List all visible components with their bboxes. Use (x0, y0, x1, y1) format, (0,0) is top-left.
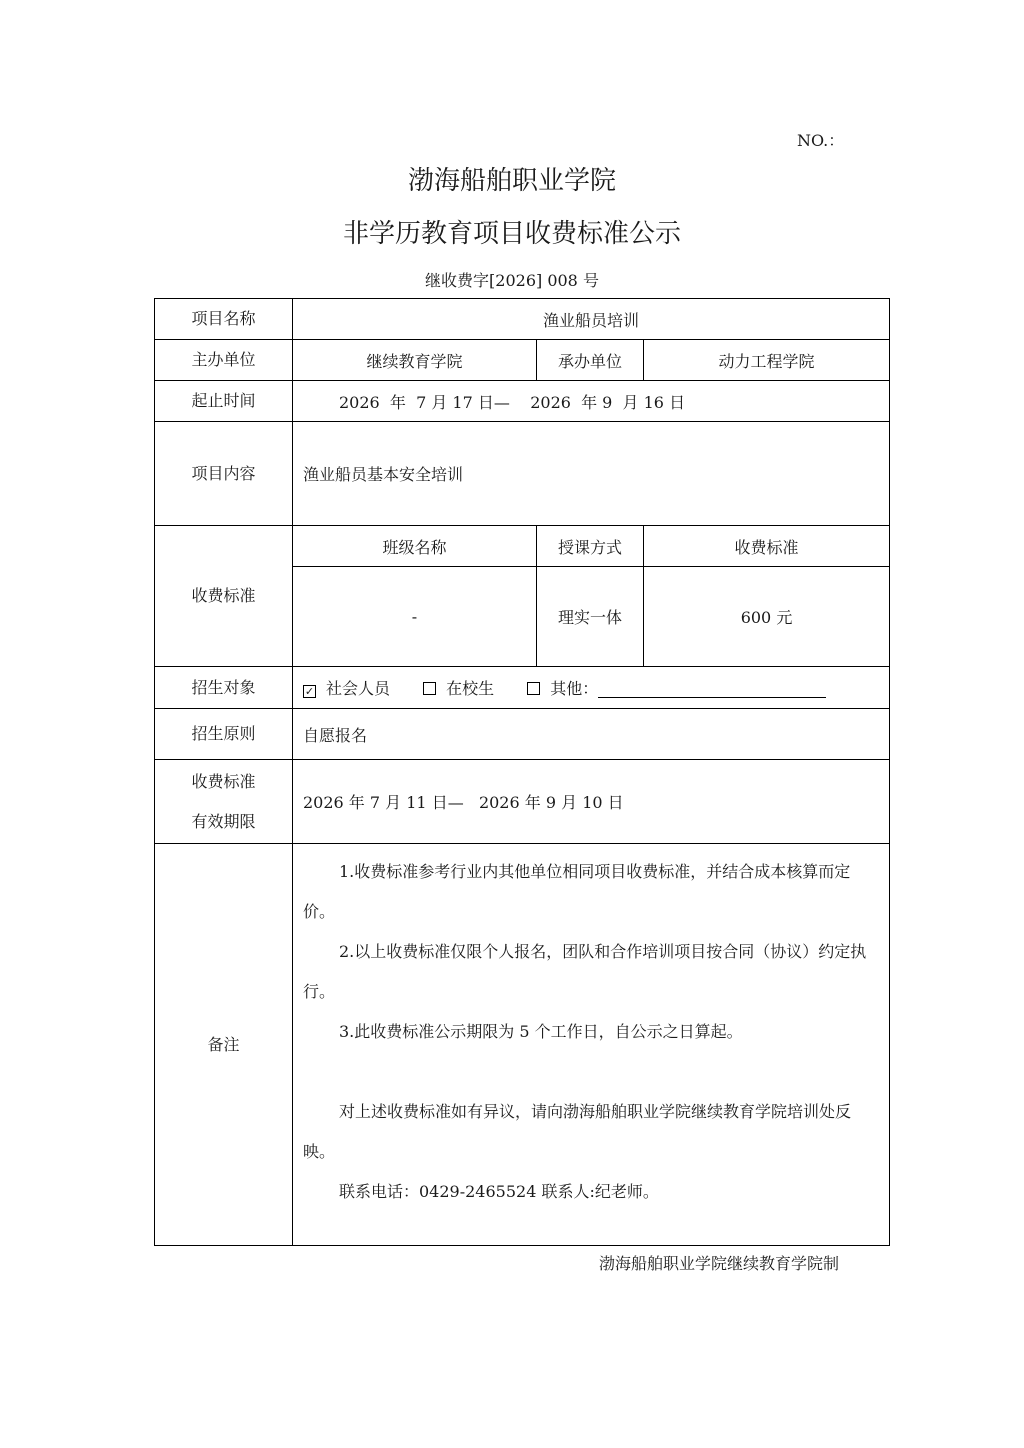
remark-paragraph: 1.收费标准参考行业内其他单位相同项目收费标准，并结合成本核算而定价。 (303, 862, 851, 921)
option-other (527, 679, 826, 698)
row-period (155, 381, 890, 422)
checkbox-public-checked[interactable]: ✓ (304, 685, 315, 698)
issuer-footer: 渤海船舶职业学院继续教育学院制 (599, 1254, 840, 1273)
page-title-institution: 渤海船舶职业学院 (407, 166, 616, 196)
value-period: 2026 年 7 月 17 日— 2026 年 9 月 16 日 (293, 381, 890, 422)
option-public (303, 679, 395, 698)
value-principle: 自愿报名 (293, 709, 890, 760)
label-project-name: 项目名称 (155, 299, 293, 340)
option-student-label: 在校生 (446, 679, 495, 698)
label-principle: 招生原则 (155, 709, 293, 760)
row-project-name (155, 299, 890, 340)
remark-objection: 对上述收费标准如有异议，请向渤海船舶职业学院继续教育学院培训处反映。 (303, 1102, 852, 1161)
other-fill-line (598, 681, 826, 698)
fee-notice-table (154, 298, 890, 1246)
label-host-unit: 主办单位 (155, 340, 293, 381)
option-student (423, 679, 499, 698)
label-organizer-unit: 承办单位 (537, 340, 644, 381)
checkbox-student[interactable] (423, 682, 436, 695)
fee-value-teaching-mode: 理实一体 (537, 567, 644, 667)
target-options (293, 667, 890, 709)
remark-paragraph: 3.此收费标准公示期限为 5 个工作日，自公示之日算起。 (339, 1022, 743, 1041)
checkbox-other[interactable] (527, 682, 540, 695)
remark-contact: 联系电话：0429-2465524 联系人:纪老师。 (339, 1182, 659, 1201)
value-organizer-unit: 动力工程学院 (644, 340, 890, 381)
label-remarks: 备注 (155, 844, 293, 1246)
fee-value-fee: 600 元 (644, 567, 890, 667)
value-validity: 2026 年 7 月 11 日— 2026 年 9 月 10 日 (293, 760, 890, 844)
document-reference-number: 继收费字[2026] 008 号 (425, 271, 599, 290)
row-validity (155, 760, 890, 844)
row-target (155, 667, 890, 709)
label-validity-line2: 有效期限 (191, 811, 256, 831)
fee-value-class-name: - (293, 567, 537, 667)
fee-header-fee: 收费标准 (644, 526, 890, 567)
remark-paragraph: 2.以上收费标准仅限个人报名，团队和合作培训项目按合同（协议）约定执行。 (303, 942, 867, 1001)
label-content: 项目内容 (155, 422, 293, 526)
label-validity (155, 760, 293, 844)
value-project-name: 渔业船员培训 (293, 299, 890, 340)
value-host-unit: 继续教育学院 (293, 340, 537, 381)
option-other-label: 其他： (550, 679, 599, 698)
option-public-label: 社会人员 (326, 679, 391, 698)
row-content (155, 422, 890, 526)
row-remarks (155, 844, 890, 1246)
value-content: 渔业船员基本安全培训 (293, 422, 890, 526)
label-fee-standard: 收费标准 (155, 526, 293, 667)
row-units (155, 340, 890, 381)
remark-spacer (303, 1052, 879, 1092)
fee-header-class-name: 班级名称 (293, 526, 537, 567)
page-title-notice: 非学历教育项目收费标准公示 (342, 219, 681, 249)
row-fee-header (155, 526, 890, 567)
label-period: 起止时间 (155, 381, 293, 422)
row-principle (155, 709, 890, 760)
label-validity-line1: 收费标准 (191, 771, 256, 791)
remarks-content (293, 844, 890, 1246)
label-target: 招生对象 (155, 667, 293, 709)
fee-header-teaching-mode: 授课方式 (537, 526, 644, 567)
document-number-label: NO.： (797, 131, 845, 150)
